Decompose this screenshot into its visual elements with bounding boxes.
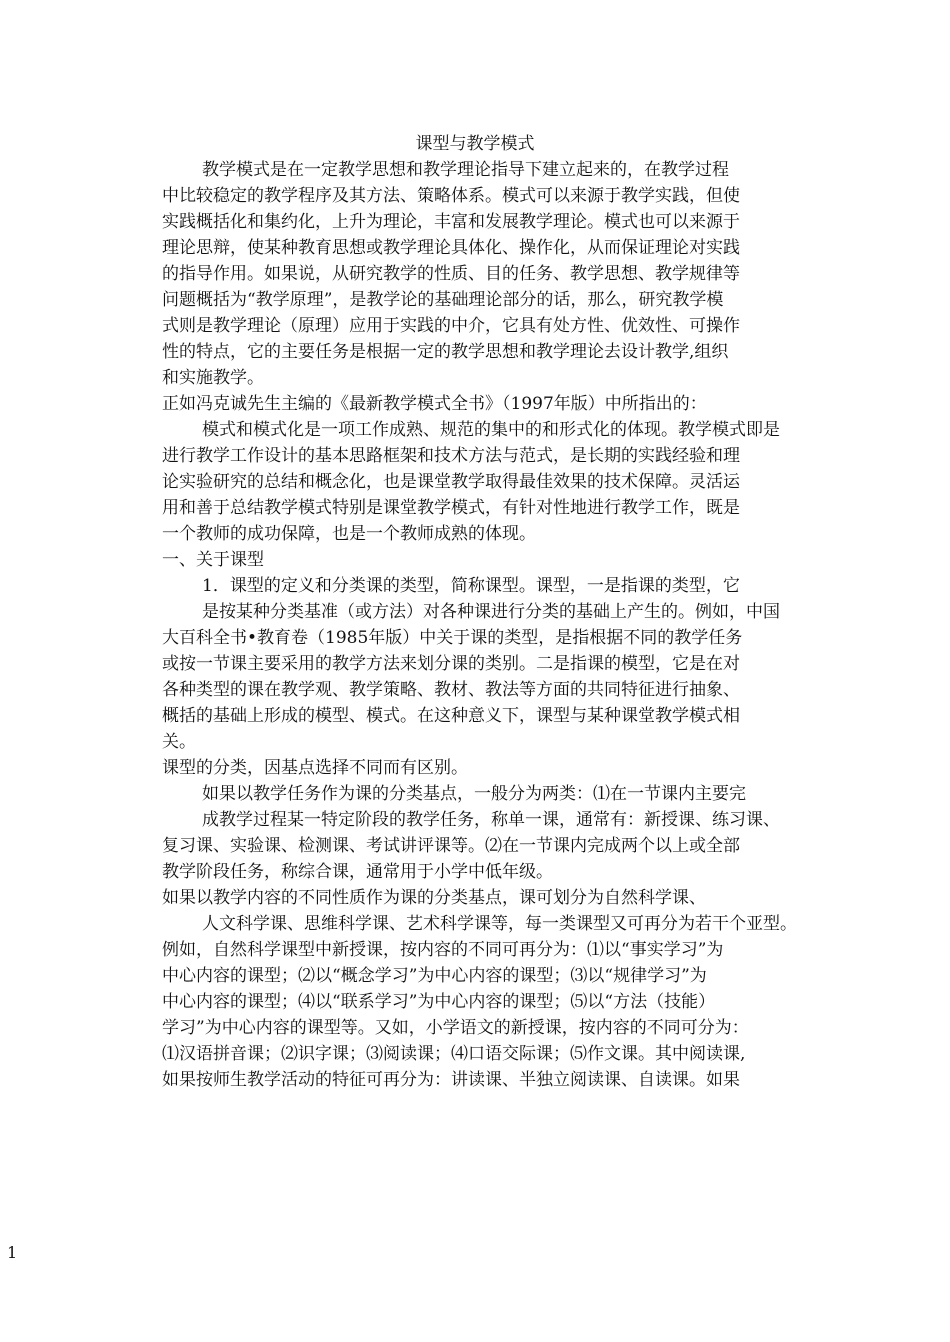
text-line: 性的特点，它的主要任务是根据一定的教学思想和教学理论去设计教学,组织: [162, 342, 729, 362]
text-line: 如果以教学任务作为课的分类基点，一般分为两类：⑴在一节课内主要完: [202, 784, 746, 804]
section-heading: 1．课型的定义和分类课的类型，简称课型。课型，一是指课的类型，它: [202, 576, 740, 596]
text-line: 论实验研究的总结和概念化，也是课堂教学取得最佳效果的技术保障。灵活运: [162, 472, 740, 492]
text-line: 课型的分类，因基点选择不同而有区别。: [162, 758, 468, 778]
text-line: 进行教学工作设计的基本思路框架和技术方法与范式，是长期的实践经验和理: [162, 446, 740, 466]
text-line: 和实施教学。: [162, 368, 264, 388]
document-title: 课型与教学模式: [415, 134, 535, 154]
page-number: 1: [7, 1243, 18, 1262]
text-line: 中比较稳定的教学程序及其方法、策略体系。模式可以来源于教学实践，但使: [162, 186, 740, 206]
text-line: ⑴汉语拼音课；⑵识字课；⑶阅读课；⑷口语交际课；⑸作文课。其中阅读课,: [162, 1044, 746, 1064]
text-line: 一个教师的成功保障，也是一个教师成熟的体现。: [162, 524, 536, 544]
text-line: 关。: [162, 732, 196, 752]
text-line: 或按一节课主要采用的教学方法来划分课的类别。二是指课的模型，它是在对: [162, 654, 740, 674]
text-line: 教学模式是在一定教学思想和教学理论指导下建立起来的，在教学过程: [202, 160, 729, 180]
text-line: 复习课、实验课、检测课、考试讲评课等。⑵在一节课内完成两个以上或全部: [162, 836, 740, 856]
text-line: 实践概括化和集约化，上升为理论，丰富和发展教学理论。模式也可以来源于: [162, 212, 740, 232]
text-line: 如果以教学内容的不同性质作为课的分类基点，课可划分为自然科学课、: [162, 888, 706, 908]
text-line: 问题概括为“教学原理”，是教学论的基础理论部分的话，那么，研究教学模: [162, 290, 724, 310]
text-line: 用和善于总结教学模式特别是课堂教学模式，有针对性地进行教学工作，既是: [162, 498, 740, 518]
text-line: 式则是教学理论（原理）应用于实践的中介，它具有处方性、优效性、可操作: [162, 316, 740, 336]
text-line: 的指导作用。如果说，从研究教学的性质、目的任务、教学思想、教学规律等: [162, 264, 740, 284]
text-line: 如果按师生教学活动的特征可再分为：讲读课、半独立阅读课、自读课。如果: [162, 1070, 740, 1090]
text-line: 成教学过程某一特定阶段的教学任务，称单一课，通常有：新授课、练习课、: [202, 810, 780, 830]
text-line: 例如，自然科学课型中新授课，按内容的不同可再分为：⑴以“事实学习”为: [162, 940, 724, 960]
text-line: 学习”为中心内容的课型等。又如，小学语文的新授课，按内容的不同可分为：: [162, 1018, 749, 1038]
text-line: 一、关于课型: [162, 550, 264, 570]
text-line: 各种类型的课在教学观、教学策略、教材、教法等方面的共同特征进行抽象、: [162, 680, 740, 700]
text-line: 正如冯克诚先生主编的《最新教学模式全书》（1997年版）中所指出的：: [162, 394, 707, 414]
text-line: 人文科学课、思维科学课、艺术科学课等，每一类课型又可再分为若干个亚型。: [202, 914, 797, 934]
text-line: 中心内容的课型；⑷以“联系学习”为中心内容的课型；⑸以“方法（技能）: [162, 992, 716, 1012]
text-line: 概括的基础上形成的模型、模式。在这种意义下，课型与某种课堂教学模式相: [162, 706, 740, 726]
text-line: 中心内容的课型；⑵以“概念学习”为中心内容的课型；⑶以“规律学习”为: [162, 966, 707, 986]
text-line: 理论思辩，使某种教育思想或教学理论具体化、操作化，从而保证理论对实践: [162, 238, 740, 258]
text-line: 是按某种分类基准（或方法）对各种课进行分类的基础上产生的。例如，中国: [202, 602, 780, 622]
text-line: 模式和模式化是一项工作成熟、规范的集中的和形式化的体现。教学模式即是: [202, 420, 780, 440]
text-line: 大百科全书•教育卷（1985年版）中关于课的类型，是指根据不同的教学任务: [162, 628, 743, 648]
text-line: 教学阶段任务，称综合课，通常用于小学中低年级。: [162, 862, 553, 882]
